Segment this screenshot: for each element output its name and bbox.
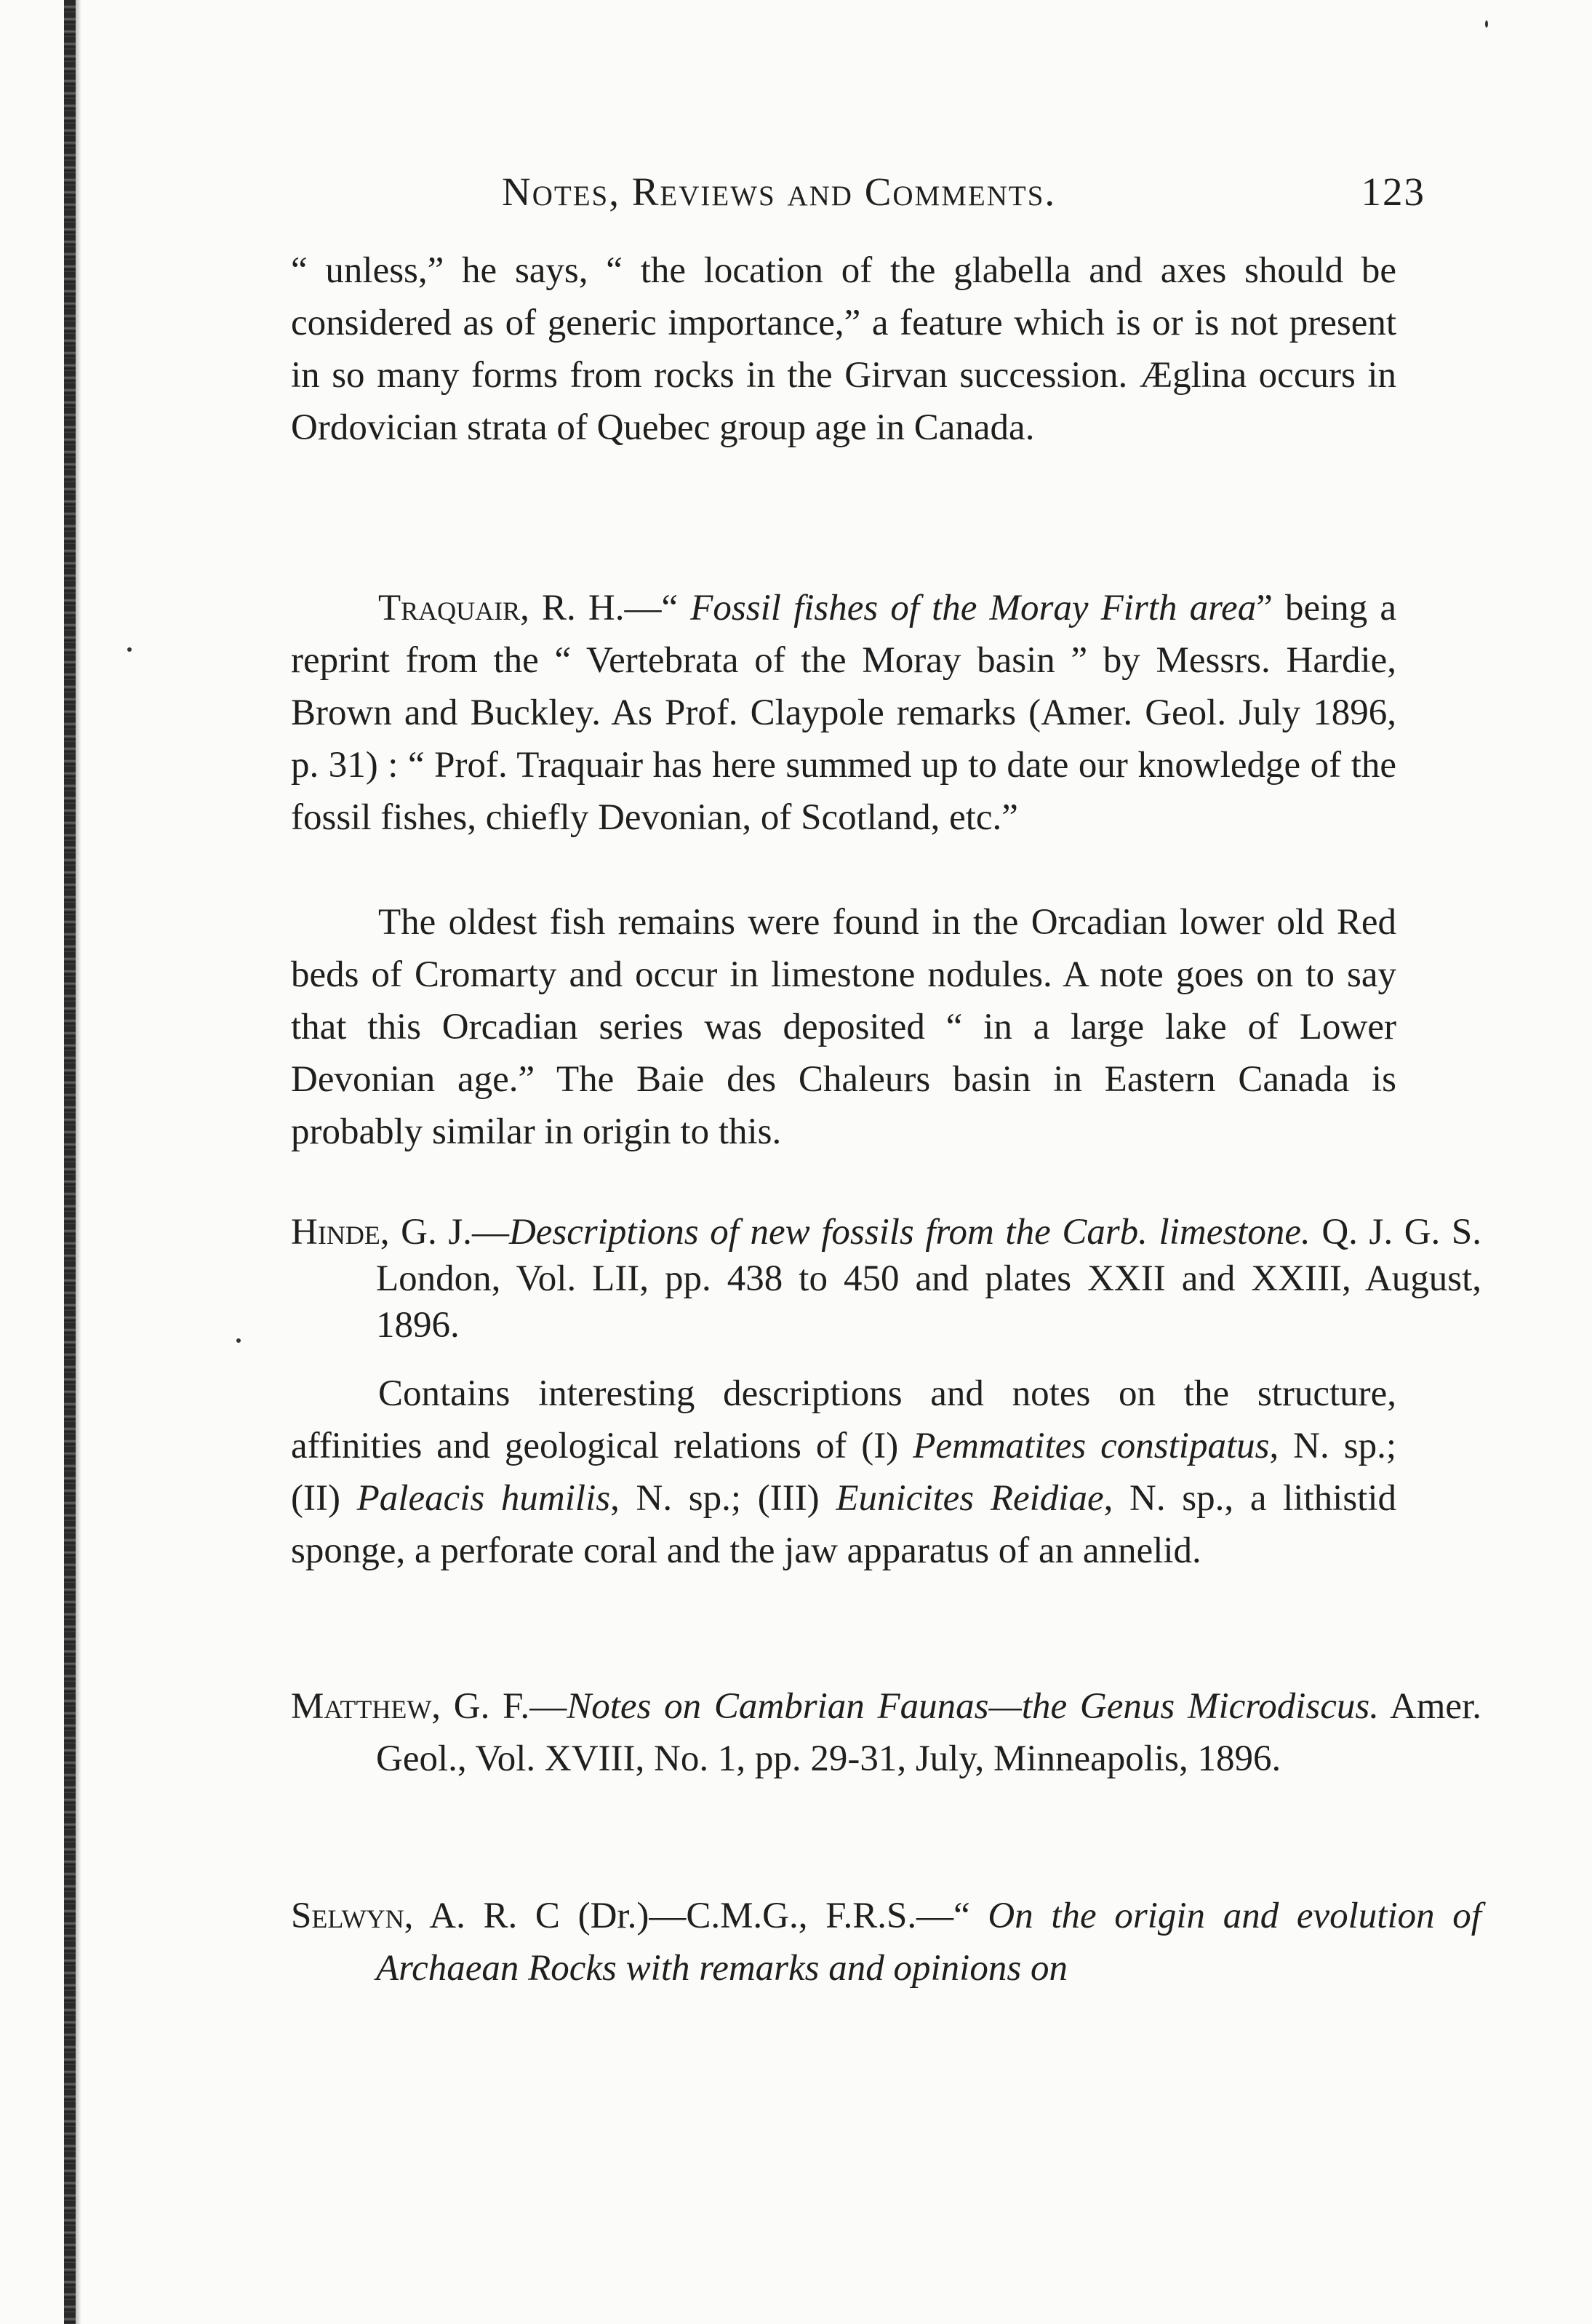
dash: — bbox=[471, 1212, 509, 1253]
text-segment: Contains interesting descriptions and notes on the structure, affinities and geological relations of (I) bbox=[291, 1373, 1396, 1466]
author-name: Selwyn, A. R. C bbox=[291, 1896, 560, 1936]
author-name: Matthew, G. F. bbox=[291, 1686, 530, 1727]
ink-speck bbox=[1485, 20, 1488, 28]
paragraph-text: The oldest fish remains were found in the Orcadian lower old Red beds of Cromarty and occur in limestone nodules. A note goes on to say that this Orcadian series was deposited “ in a large lake of Lower Devonian age.” The Baie des Chaleurs basin in Eastern Canada is probably similar in origin to this. bbox=[291, 902, 1396, 1152]
entry-traquair bbox=[291, 582, 1396, 844]
work-title: Descriptions of new fossils from the Carb. limestone. bbox=[508, 1212, 1311, 1253]
binding-shadow bbox=[76, 0, 81, 2324]
citation: Q. J. G. S. London, Vol. LII, pp. 438 to 450 and plates XXII and XXIII, August, 1896. bbox=[376, 1212, 1482, 1346]
species-name: Eunicites Reidiae bbox=[836, 1478, 1104, 1519]
paragraph-contains bbox=[291, 1367, 1396, 1577]
species-name: Paleacis humilis bbox=[356, 1478, 611, 1519]
work-title: On the origin and evolution of Archaean Rocks with remarks and opinions on bbox=[376, 1896, 1481, 1989]
quote-open: —“ bbox=[624, 588, 691, 628]
text-segment: , N. sp., a lithistid sponge, a perforate coral and the jaw apparatus of an annelid. bbox=[291, 1478, 1396, 1571]
dash: — bbox=[529, 1686, 567, 1727]
species-name: Pemmatites constipatus bbox=[913, 1426, 1270, 1466]
text-segment: , N. sp.; (II) bbox=[291, 1426, 1396, 1519]
entry-body: ” being a reprint from the “ Vertebrata of the Moray basin ” by Messrs. Hardie, Brown and Buckley. As Prof. Claypole remarks (Amer. Geol. July 1896, p. 31) : “ Prof. Traquair has here summed up to date our knowledge of the fossil fishes, chiefly Devonian, of Scotland, etc.” bbox=[291, 588, 1397, 838]
page-header bbox=[291, 169, 1425, 227]
running-head: Notes, Reviews and Comments. bbox=[502, 169, 1057, 214]
paragraph-oldest-fish bbox=[291, 896, 1396, 1158]
paragraph-text: “ unless,” he says, “ the location of the glabella and axes should be considered as of generic importance,” a feature which is or is not present in so many forms from rocks in the Girvan succession. Æglina occurs in Ordovician strata of Quebec group age in Canada. bbox=[291, 250, 1396, 448]
affiliation: (Dr.)—C.M.G., F.R.S.—“ bbox=[559, 1896, 988, 1936]
citation: Amer. Geol., Vol. XVIII, No. 1, pp. 29-31, July, Minneapolis, 1896. bbox=[376, 1686, 1481, 1779]
entry-selwyn bbox=[291, 1890, 1481, 1994]
entry-hinde bbox=[291, 1209, 1481, 1349]
author-name: Hinde, G. J. bbox=[291, 1212, 472, 1253]
paragraph-aeglina bbox=[291, 244, 1396, 454]
author-name: Traquair, R. H. bbox=[378, 588, 625, 628]
ink-speck bbox=[236, 1338, 241, 1343]
page-number: 123 bbox=[1361, 169, 1425, 214]
book-binding-edge bbox=[64, 0, 76, 2324]
entry-matthew bbox=[291, 1680, 1481, 1785]
ink-speck bbox=[127, 647, 132, 652]
text-segment: , N. sp.; (III) bbox=[610, 1478, 836, 1519]
work-title: Fossil fishes of the Moray Firth area bbox=[690, 588, 1257, 628]
work-title: Notes on Cambrian Faunas—the Genus Microdiscus. bbox=[567, 1686, 1379, 1727]
